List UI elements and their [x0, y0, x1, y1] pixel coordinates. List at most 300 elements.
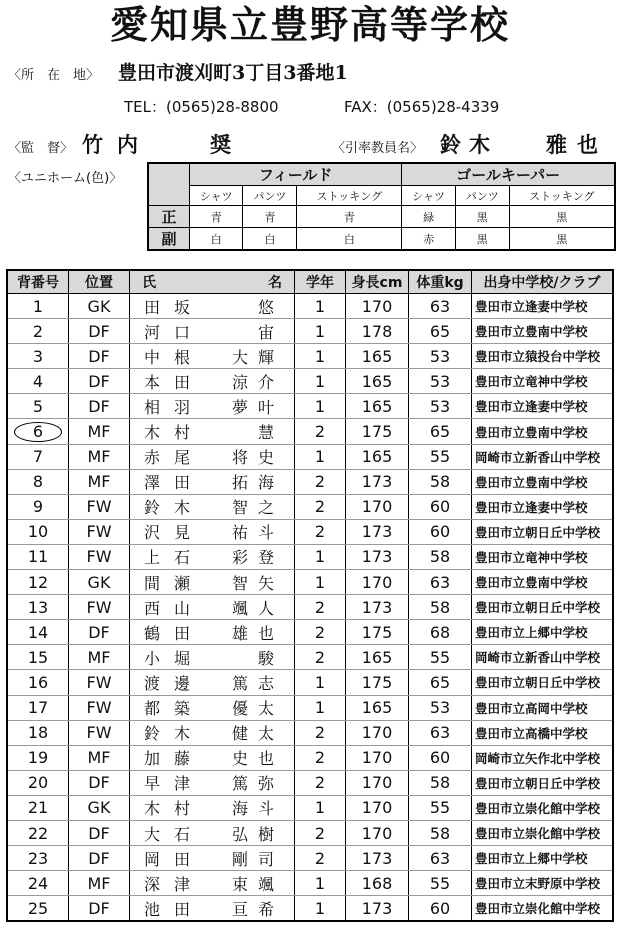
player-number: 13: [27, 597, 49, 617]
player-position: FW: [69, 494, 130, 519]
uniform-color-value: 青: [243, 206, 297, 228]
player-height: 173: [346, 469, 409, 494]
player-name: [130, 519, 295, 544]
player-grade: 2: [295, 620, 346, 645]
player-family-name: 赤尾: [144, 448, 205, 468]
player-name: [130, 745, 295, 770]
uniform-color-value: 黒: [455, 228, 509, 251]
player-family-name: 小堀: [144, 648, 205, 668]
player-height: 168: [346, 871, 409, 896]
player-height: 165: [346, 369, 409, 394]
uniform-color-value: 黒: [509, 206, 615, 228]
uniform-item: シャツ: [190, 186, 243, 206]
player-name: [130, 544, 295, 569]
player-height: 165: [346, 394, 409, 419]
player-grade: 1: [295, 570, 346, 595]
player-school: 豊田市立豊南中学校: [472, 319, 614, 344]
player-number: 11: [27, 547, 49, 567]
player-given-name: 束颯: [231, 874, 284, 894]
player-given-name: 篤志: [231, 673, 284, 693]
player-given-name: 雄也: [231, 623, 284, 643]
player-position: DF: [69, 394, 130, 419]
player-name: [130, 720, 295, 745]
player-grade: 1: [295, 394, 346, 419]
player-weight: 53: [409, 394, 472, 419]
player-school: 豊田市立崇化館中学校: [472, 820, 614, 845]
player-grade: 1: [295, 896, 346, 922]
uniform-row-secondary-label: 副: [148, 228, 190, 251]
player-number: 12: [27, 572, 49, 592]
player-weight: 53: [409, 344, 472, 369]
player-family-name: 中根: [144, 347, 205, 367]
player-given-name: 彩登: [231, 548, 284, 568]
header-number: 背番号: [7, 270, 69, 294]
player-name: [130, 419, 295, 444]
table-row: [7, 670, 613, 695]
player-weight: 63: [409, 846, 472, 871]
player-number-cell: [7, 846, 69, 871]
table-row: [7, 319, 613, 344]
player-given-name: 篤弥: [231, 774, 284, 794]
player-name: [130, 645, 295, 670]
table-row: [7, 846, 613, 871]
player-given-name: 祐斗: [231, 523, 284, 543]
player-height: 173: [346, 595, 409, 620]
table-row: [7, 595, 613, 620]
address-label: 〈所 在 地〉: [8, 68, 100, 83]
player-name: [130, 294, 295, 319]
player-height: 170: [346, 770, 409, 795]
player-given-name: 剛司: [231, 849, 284, 869]
table-row: [7, 570, 613, 595]
player-given-name: 駿: [257, 648, 284, 668]
director-given-name: 奨: [210, 132, 231, 157]
player-number-cell: [7, 670, 69, 695]
player-position: MF: [69, 469, 130, 494]
player-school: 豊田市立高岡中学校: [472, 695, 614, 720]
player-number: 16: [27, 672, 49, 692]
player-height: 170: [346, 795, 409, 820]
player-grade: 1: [295, 795, 346, 820]
player-weight: 60: [409, 745, 472, 770]
player-school: 岡崎市立矢作北中学校: [472, 745, 614, 770]
player-weight: 63: [409, 720, 472, 745]
player-grade: 1: [295, 319, 346, 344]
uniform-color-value: 白: [243, 228, 297, 251]
player-weight: 65: [409, 319, 472, 344]
uniform-color-value: 青: [190, 206, 243, 228]
uniform-item: ストッキング: [509, 186, 615, 206]
player-position: GK: [69, 795, 130, 820]
header-given-name: 名: [268, 275, 282, 291]
player-given-name: 宙: [257, 322, 284, 342]
player-number-cell: [7, 820, 69, 845]
player-weight: 68: [409, 620, 472, 645]
player-name: [130, 394, 295, 419]
table-row: [7, 544, 613, 569]
player-number: 10: [27, 522, 49, 542]
player-weight: 63: [409, 570, 472, 595]
roster-header-row: [7, 270, 613, 294]
player-weight: 58: [409, 544, 472, 569]
player-family-name: 早津: [144, 774, 205, 794]
player-weight: 58: [409, 770, 472, 795]
header-family-name: 氏: [142, 275, 156, 291]
header-height: 身長cm: [346, 270, 409, 294]
player-height: 165: [346, 645, 409, 670]
player-number-cell: [7, 770, 69, 795]
player-position: MF: [69, 645, 130, 670]
player-grade: 1: [295, 871, 346, 896]
uniform-color-value: 黒: [509, 228, 615, 251]
player-grade: 1: [295, 344, 346, 369]
player-number-cell: [7, 896, 69, 922]
player-given-name: 史也: [231, 749, 284, 769]
player-given-name: 弘樹: [231, 824, 284, 844]
player-number-cell: [7, 645, 69, 670]
player-number: 9: [32, 497, 44, 517]
player-family-name: 上石: [144, 548, 205, 568]
player-position: FW: [69, 519, 130, 544]
player-grade: 2: [295, 494, 346, 519]
player-weight: 58: [409, 820, 472, 845]
lead-teacher-label: 〈引率教員名〉: [332, 141, 424, 156]
player-weight: 53: [409, 369, 472, 394]
player-number: 4: [32, 371, 44, 391]
player-school: 豊田市立朝日丘中学校: [472, 670, 614, 695]
uniform-group-goalkeeper: ゴールキーパー: [402, 163, 615, 186]
player-weight: 53: [409, 695, 472, 720]
player-height: 165: [346, 444, 409, 469]
player-name: [130, 770, 295, 795]
table-row: [7, 720, 613, 745]
player-number: 17: [27, 698, 49, 718]
player-weight: 55: [409, 871, 472, 896]
table-row: [7, 896, 613, 922]
fax-number: FAX：(0565)28-4339: [344, 98, 500, 116]
player-position: GK: [69, 570, 130, 595]
player-family-name: 都築: [144, 699, 205, 719]
player-given-name: 優太: [231, 699, 284, 719]
player-position: DF: [69, 846, 130, 871]
player-position: DF: [69, 820, 130, 845]
player-family-name: 田坂: [144, 297, 205, 317]
player-weight: 60: [409, 519, 472, 544]
player-school: 豊田市立上郷中学校: [472, 846, 614, 871]
player-number-cell: [7, 795, 69, 820]
player-given-name: 智之: [231, 498, 284, 518]
uniform-item: パンツ: [243, 186, 297, 206]
player-position: MF: [69, 871, 130, 896]
player-given-name: 悠: [257, 297, 284, 317]
table-row: [7, 770, 613, 795]
player-given-name: 颯人: [231, 598, 284, 618]
player-number-cell: [7, 570, 69, 595]
player-height: 170: [346, 494, 409, 519]
player-grade: 2: [295, 645, 346, 670]
player-number: 19: [27, 748, 49, 768]
table-row: [7, 795, 613, 820]
player-school: 豊田市立崇化館中学校: [472, 795, 614, 820]
player-height: 173: [346, 519, 409, 544]
player-number-cell: [7, 745, 69, 770]
player-number-cell: [7, 620, 69, 645]
player-number: 7: [32, 447, 44, 467]
player-height: 175: [346, 670, 409, 695]
player-position: DF: [69, 896, 130, 922]
player-name: [130, 369, 295, 394]
uniform-item: ストッキング: [297, 186, 402, 206]
player-number: 18: [27, 723, 49, 743]
player-number-cell: [7, 469, 69, 494]
uniform-label: 〈ユニホーム(色)〉: [8, 171, 123, 186]
table-row: [7, 695, 613, 720]
player-number-cell: [7, 519, 69, 544]
player-number-cell: [7, 419, 69, 444]
table-row: [7, 444, 613, 469]
player-family-name: 深津: [144, 874, 205, 894]
table-row: [7, 871, 613, 896]
player-grade: 1: [295, 695, 346, 720]
player-height: 170: [346, 720, 409, 745]
lead-teacher-given-name: 雅也: [546, 132, 608, 157]
header-school: 出身中学校/クラブ: [472, 270, 614, 294]
player-number: 15: [27, 647, 49, 667]
player-number: 21: [27, 798, 49, 818]
uniform-color-value: 白: [190, 228, 243, 251]
player-number-cell: [7, 394, 69, 419]
player-school: 豊田市立逢妻中学校: [472, 394, 614, 419]
player-given-name: 将史: [231, 448, 284, 468]
player-position: FW: [69, 720, 130, 745]
player-name: [130, 595, 295, 620]
player-height: 170: [346, 745, 409, 770]
player-position: GK: [69, 294, 130, 319]
player-position: DF: [69, 344, 130, 369]
uniform-group-field: フィールド: [190, 163, 402, 186]
player-height: 170: [346, 570, 409, 595]
player-grade: 1: [295, 444, 346, 469]
player-school: 豊田市立末野原中学校: [472, 871, 614, 896]
director-family-name: 竹内: [82, 132, 152, 157]
player-name: [130, 319, 295, 344]
player-given-name: 海斗: [231, 799, 284, 819]
player-position: MF: [69, 419, 130, 444]
table-row: [7, 620, 613, 645]
player-given-name: 大輝: [231, 347, 284, 367]
school-title: 愛知県立豊野高等学校: [109, 2, 510, 47]
player-number-cell: [7, 720, 69, 745]
uniform-corner-cell: [148, 163, 190, 206]
player-school: 豊田市立朝日丘中学校: [472, 770, 614, 795]
player-number-cell: [7, 344, 69, 369]
player-height: 173: [346, 544, 409, 569]
player-weight: 55: [409, 444, 472, 469]
player-number: 20: [27, 773, 49, 793]
player-height: 170: [346, 294, 409, 319]
player-number-cell: [7, 595, 69, 620]
table-row: [7, 394, 613, 419]
uniform-color-table: [147, 162, 616, 251]
player-grade: 1: [295, 294, 346, 319]
player-number: 5: [32, 396, 44, 416]
player-position: MF: [69, 745, 130, 770]
table-row: [7, 294, 613, 319]
player-family-name: 池田: [144, 899, 205, 919]
player-family-name: 澤田: [144, 473, 205, 493]
player-family-name: 相羽: [144, 397, 205, 417]
player-name: [130, 695, 295, 720]
player-height: 165: [346, 695, 409, 720]
player-school: 岡崎市立新香山中学校: [472, 444, 614, 469]
player-height: 173: [346, 896, 409, 922]
player-number: 25: [27, 898, 49, 918]
player-family-name: 間瀬: [144, 573, 205, 593]
address-value: 豊田市渡刈町3丁目3番地1: [118, 62, 348, 84]
player-height: 175: [346, 620, 409, 645]
player-number-cell: [7, 871, 69, 896]
player-school: 豊田市立逢妻中学校: [472, 494, 614, 519]
player-family-name: 沢見: [144, 523, 205, 543]
player-number-cell: [7, 494, 69, 519]
player-family-name: 鈴木: [144, 724, 205, 744]
player-position: FW: [69, 670, 130, 695]
player-position: MF: [69, 444, 130, 469]
table-row: [7, 369, 613, 394]
player-given-name: 拓海: [231, 473, 284, 493]
player-weight: 60: [409, 494, 472, 519]
header-position: 位置: [69, 270, 130, 294]
player-name: [130, 896, 295, 922]
player-school: 豊田市立高橋中学校: [472, 720, 614, 745]
table-row: [7, 745, 613, 770]
uniform-row-primary-label: 正: [148, 206, 190, 228]
player-given-name: 智矢: [231, 573, 284, 593]
player-weight: 65: [409, 670, 472, 695]
player-name: [130, 570, 295, 595]
player-position: DF: [69, 369, 130, 394]
player-family-name: 鶴田: [144, 623, 205, 643]
player-number: 2: [32, 321, 44, 341]
player-weight: 55: [409, 795, 472, 820]
player-school: 豊田市立豊南中学校: [472, 570, 614, 595]
player-grade: 2: [295, 846, 346, 871]
player-grade: 2: [295, 469, 346, 494]
player-name: [130, 795, 295, 820]
player-school: 岡崎市立新香山中学校: [472, 645, 614, 670]
player-number: 3: [32, 346, 44, 366]
player-height: 173: [346, 846, 409, 871]
player-school: 豊田市立上郷中学校: [472, 620, 614, 645]
player-grade: 2: [295, 519, 346, 544]
player-name: [130, 820, 295, 845]
player-number-cell: [7, 294, 69, 319]
director-label: 〈監 督〉: [8, 141, 74, 156]
player-weight: 63: [409, 294, 472, 319]
player-family-name: 木村: [144, 799, 205, 819]
uniform-item: シャツ: [402, 186, 455, 206]
player-grade: 1: [295, 670, 346, 695]
player-family-name: 鈴木: [144, 498, 205, 518]
uniform-color-value: 白: [297, 228, 402, 251]
table-row: [7, 344, 613, 369]
uniform-color-value: 緑: [402, 206, 455, 228]
header-grade: 学年: [295, 270, 346, 294]
player-family-name: 木村: [144, 423, 205, 443]
player-weight: 58: [409, 595, 472, 620]
player-grade: 2: [295, 720, 346, 745]
header-name: [130, 270, 295, 294]
player-weight: 58: [409, 469, 472, 494]
player-school: 豊田市立朝日丘中学校: [472, 519, 614, 544]
player-number: 1: [32, 296, 44, 316]
player-grade: 2: [295, 770, 346, 795]
table-row: [7, 494, 613, 519]
table-row: [7, 419, 613, 444]
player-number: 24: [27, 873, 49, 893]
player-given-name: 慧: [257, 423, 284, 443]
player-given-name: 涼介: [231, 372, 284, 392]
player-school: 豊田市立豊南中学校: [472, 469, 614, 494]
player-school: 豊田市立猿投台中学校: [472, 344, 614, 369]
player-name: [130, 444, 295, 469]
player-name: [130, 620, 295, 645]
player-family-name: 西山: [144, 598, 205, 618]
player-family-name: 加藤: [144, 749, 205, 769]
player-number-cell: [7, 444, 69, 469]
player-school: 豊田市立竜神中学校: [472, 544, 614, 569]
uniform-color-value: 赤: [402, 228, 455, 251]
player-number-cell: [7, 319, 69, 344]
player-height: 178: [346, 319, 409, 344]
player-position: DF: [69, 620, 130, 645]
table-row: [7, 469, 613, 494]
player-name: [130, 670, 295, 695]
roster-body: [7, 294, 613, 922]
player-number-cell: [7, 544, 69, 569]
player-family-name: 河口: [144, 322, 205, 342]
player-family-name: 岡田: [144, 849, 205, 869]
player-school: 豊田市立逢妻中学校: [472, 294, 614, 319]
player-grade: 2: [295, 419, 346, 444]
player-given-name: 夢叶: [231, 397, 284, 417]
player-number: 6: [14, 422, 62, 442]
uniform-color-value: 青: [297, 206, 402, 228]
player-grade: 2: [295, 820, 346, 845]
player-grade: 1: [295, 369, 346, 394]
table-row: [7, 645, 613, 670]
player-height: 175: [346, 419, 409, 444]
table-row: [7, 820, 613, 845]
player-position: DF: [69, 319, 130, 344]
lead-teacher-family-name: 鈴木: [440, 132, 498, 157]
player-school: 豊田市立朝日丘中学校: [472, 595, 614, 620]
player-family-name: 大石: [144, 824, 205, 844]
player-school: 豊田市立竜神中学校: [472, 369, 614, 394]
player-number: 8: [32, 472, 44, 492]
player-height: 170: [346, 820, 409, 845]
player-height: 165: [346, 344, 409, 369]
player-given-name: 亘希: [231, 899, 284, 919]
player-grade: 2: [295, 745, 346, 770]
player-weight: 55: [409, 645, 472, 670]
header-weight: 体重kg: [409, 270, 472, 294]
player-position: FW: [69, 544, 130, 569]
player-weight: 60: [409, 896, 472, 922]
player-school: 豊田市立豊南中学校: [472, 419, 614, 444]
player-number: 14: [27, 622, 49, 642]
player-name: [130, 494, 295, 519]
